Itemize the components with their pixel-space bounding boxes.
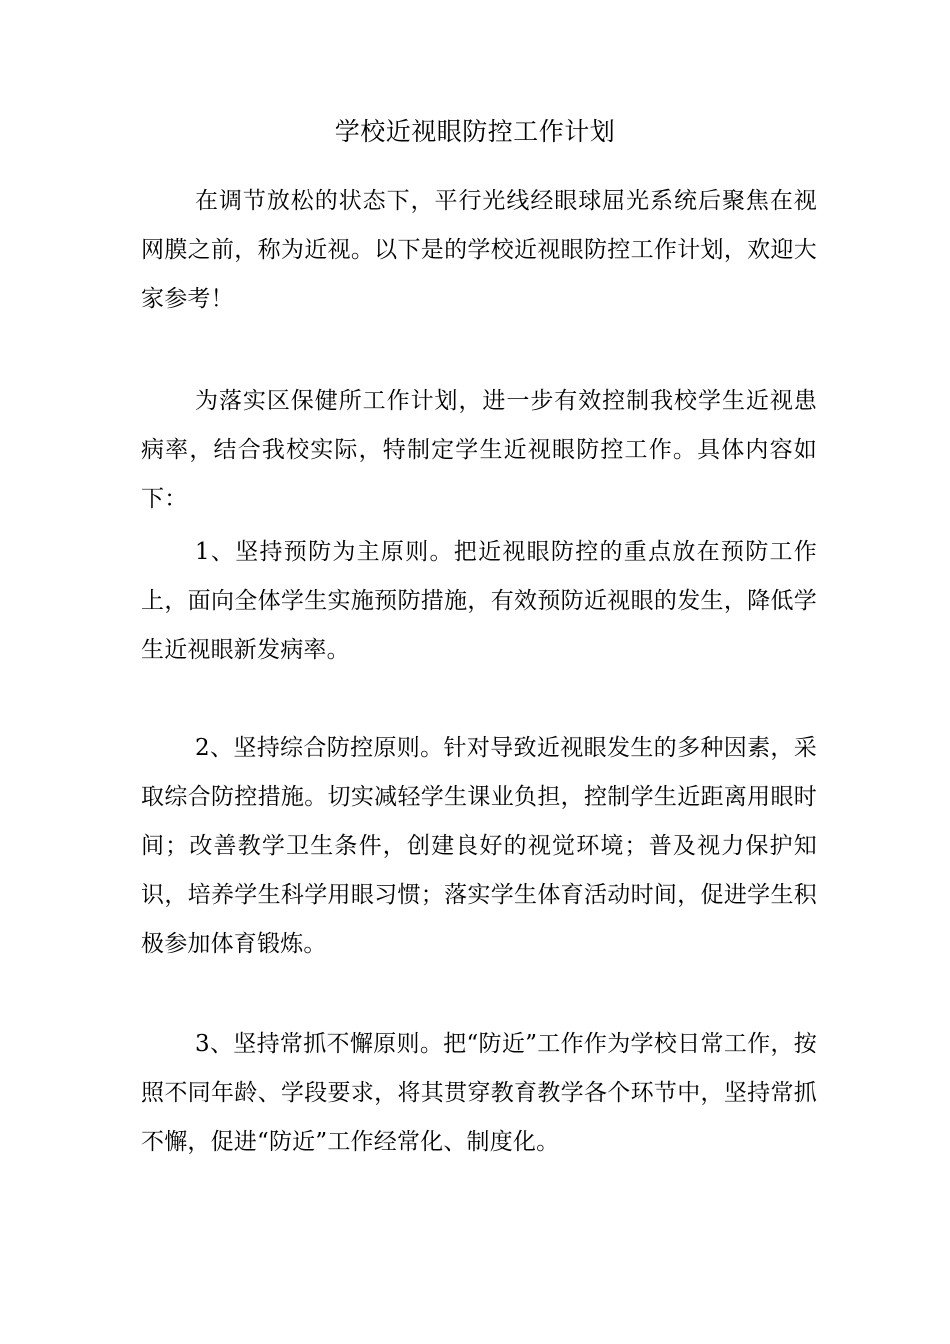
principle-1-paragraph: 1、坚持预防为主原则。把近视眼防控的重点放在预防工作上，面向全体学生实施预防措施，有效预防近视眼的发生，降低学生近视眼新发病率。 — [141, 539, 817, 663]
principle-2-paragraph: 2、坚持综合防控原则。针对导致近视眼发生的多种因素，采取综合防控措施。切实减轻学生课业负担，控制学生近距离用眼时间；改善教学卫生条件，创建良好的视觉环境；普及视力保护知识，培养学生科学用眼习惯；落实学生体育活动时间，促进学生积极参加体育锻炼。 — [141, 735, 817, 957]
document-title: 学校近视眼防控工作计划 — [334, 117, 616, 146]
principle-3-paragraph: 3、坚持常抓不懈原则。把“防近”工作作为学校日常工作，按照不同年龄、学段要求，将其贯穿教育教学各个环节中，坚持常抓不懈，促进“防近”工作经常化、制度化。 — [141, 1031, 817, 1155]
intro-paragraph: 在调节放松的状态下，平行光线经眼球屈光系统后聚焦在视网膜之前，称为近视。以下是的学校近视眼防控工作计划，欢迎大家参考！ — [141, 188, 817, 312]
purpose-paragraph: 为落实区保健所工作计划，进一步有效控制我校学生近视患病率，结合我校实际，特制定学生近视眼防控工作。具体内容如下： — [141, 388, 817, 512]
